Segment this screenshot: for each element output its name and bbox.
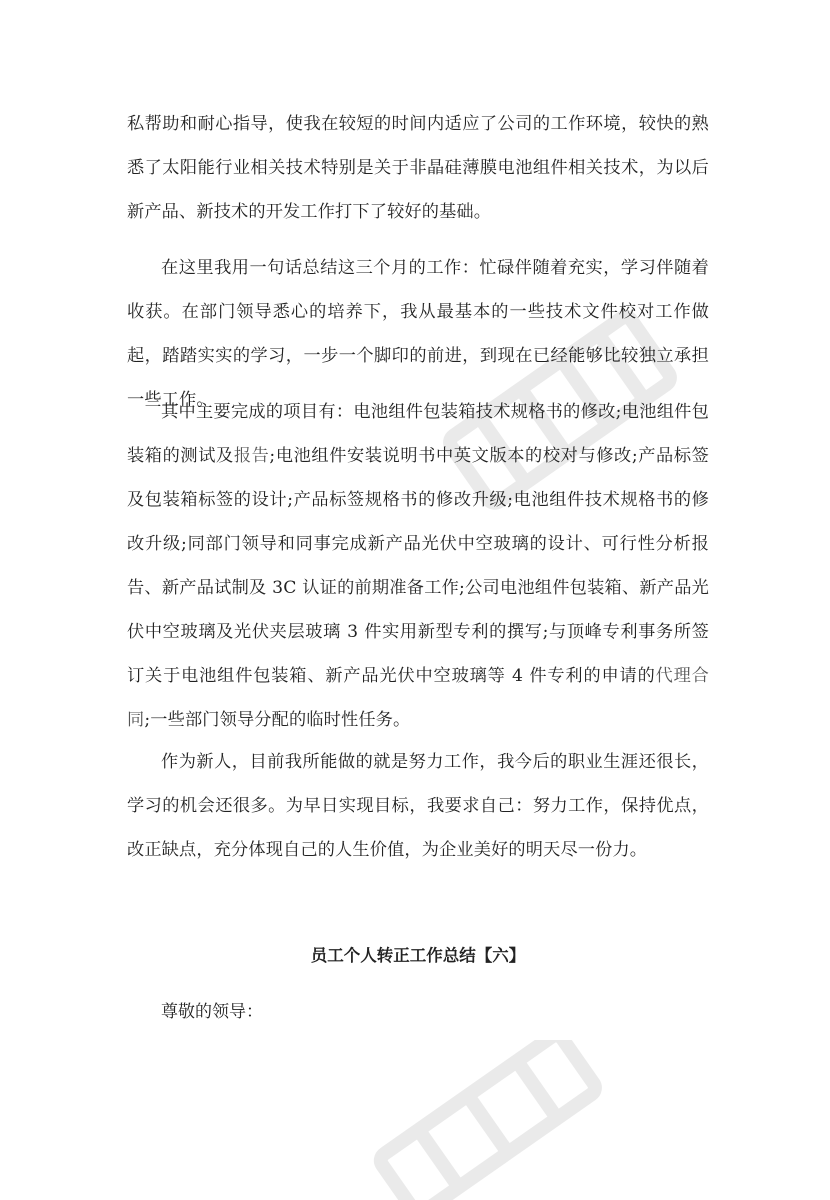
paragraph-segment: ;电池组件安装说明书中英文版本的校对与修改;产品标签及包装箱标签的设计;产品标签规格书的修改升级;电池组件技术规格书的修改升级;同部门领导和同事完成新产品光伏中空玻璃的设计、可行性分析报告、新产品试制及 3C 认证的前期准备工作;公司电池组件包装箱、新产品光伏中空玻璃及光伏夹层玻璃 3 件实用新型专利的撰写;与顶峰专利事务所签订关于电池组件包装箱、新产品光伏中空玻璃等 4 件专利的申请的 xyxy=(127,446,709,686)
watermark-stamp-icon xyxy=(355,1040,615,1200)
body-paragraph: 私帮助和耐心指导，使我在较短的时间内适应了公司的工作环境，较快的熟悉了太阳能行业相关技术特别是关于非晶硅薄膜电池组件相关技术，为以后新产品、新技术的开发工作打下了较好的基础。 xyxy=(127,114,709,222)
paragraph-segment: 其中主要完成的项目有：电池组件包装箱技术规格书的修改;电池组件包装箱的测试及 xyxy=(127,402,709,466)
paragraph-segment: ;一些部门领导分配的临时性任务。 xyxy=(144,710,411,730)
body-paragraph: 在这里我用一句话总结这三个月的工作：忙碌伴随着充实，学习伴随着收获。在部门领导悉心的培养下，我从最基本的一些技术文件校对工作做起，踏踏实实的学习，一步一个脚印的前进，到现在已经能够比较独立承担一些工作。 xyxy=(127,258,709,410)
salutation: 尊敬的领导： xyxy=(161,1002,263,1022)
body-paragraph: 作为新人，目前我所能做的就是努力工作，我今后的职业生涯还很长，学习的机会还很多。为早日实现目标，我要求自己：努力工作，保持优点，改正缺点，充分体现自己的人生价值，为企业美好的明天尽一份力。 xyxy=(127,752,709,860)
agency-contract-link[interactable]: 代理合同 xyxy=(127,666,710,730)
body-paragraph xyxy=(127,390,709,742)
report-link[interactable]: 报告 xyxy=(233,446,270,466)
section-heading: 员工个人转正工作总结【六】 xyxy=(310,946,526,965)
